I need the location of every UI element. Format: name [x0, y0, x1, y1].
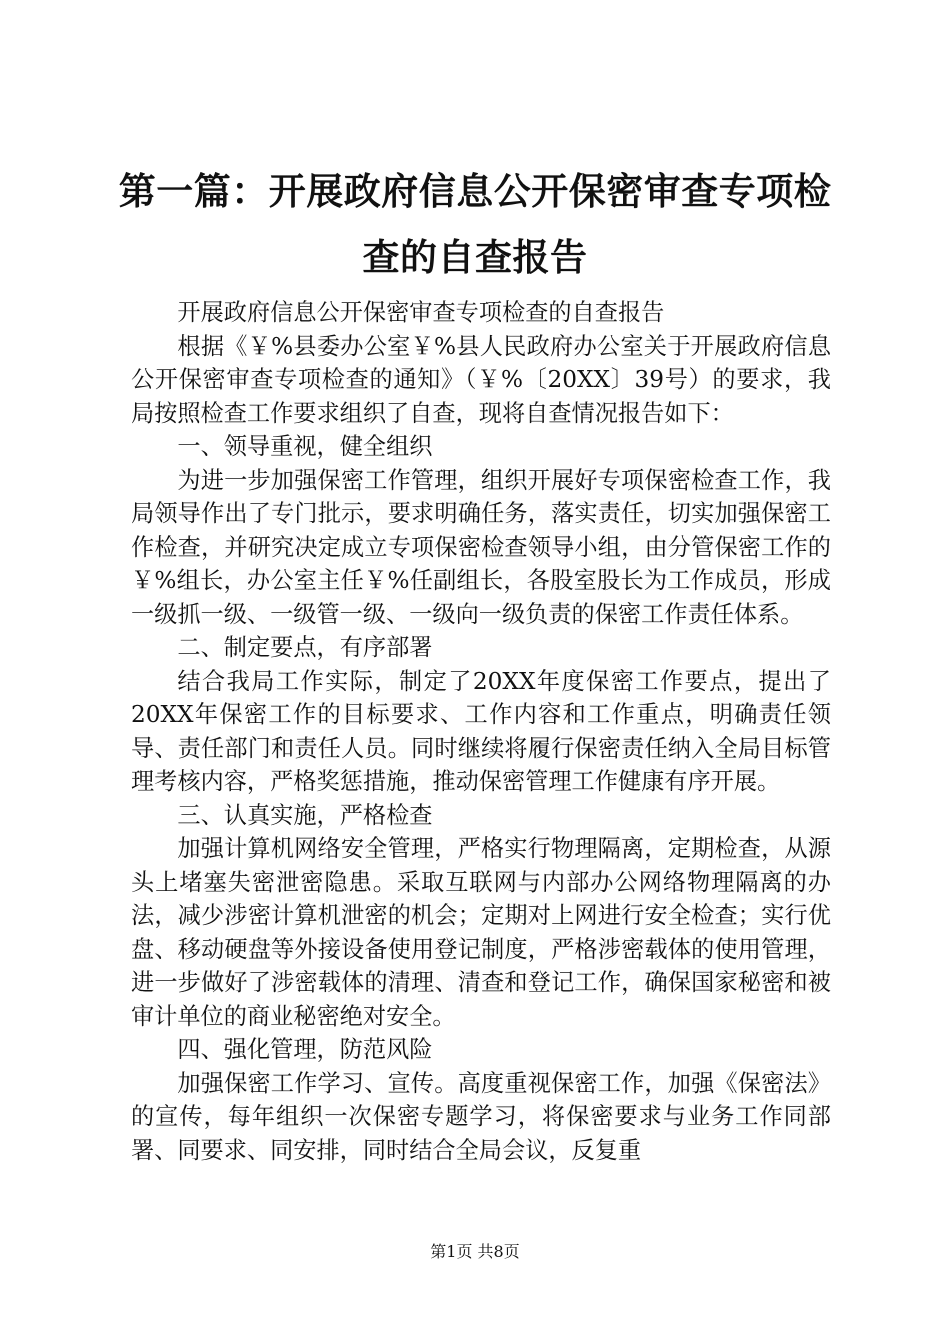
paragraph-intro: 根据《￥%县委办公室￥%县人民政府办公室关于开展政府信息公开保密审查专项检查的通知》（￥%〔20XX〕39号）的要求，我局按照检查工作要求组织了自查，现将自查情况报告如下： — [131, 332, 831, 427]
paragraph-section-4: 加强保密工作学习、宣传。高度重视保密工作，加强《保密法》的宣传，每年组织一次保密专题学习，将保密要求与业务工作同部署、同要求、同安排，同时结合全局会议，反复重 — [131, 1069, 831, 1164]
paragraph-subtitle: 开展政府信息公开保密审查专项检查的自查报告 — [177, 299, 665, 326]
document-title: 第一篇：开展政府信息公开保密审查专项检查的自查报告 — [118, 169, 832, 279]
paragraph-section-2: 结合我局工作实际，制定了20XX年度保密工作要点，提出了20XX年保密工作的目标要求、工作内容和工作重点，明确责任领导、责任部门和责任人员。同时继续将履行保密责任纳入全局目标管理考核内容，严格奖惩措施，推动保密管理工作健康有序开展。 — [131, 667, 831, 795]
paragraph-section-3: 加强计算机网络安全管理，严格实行物理隔离，定期检查，从源头上堵塞失密泄密隐患。采取互联网与内部办公网络物理隔离的办法，减少涉密计算机泄密的机会；定期对上网进行安全检查；实行优盘、移动硬盘等外接设备使用登记制度，严格涉密载体的使用管理，进一步做好了涉密载体的清理、清查和登记工作，确保国家秘密和被审计单位的商业秘密绝对安全。 — [131, 835, 831, 1030]
section-heading-3: 三、认真实施，严格检查 — [177, 801, 433, 829]
page-number: 第1页 共8页 — [430, 1242, 520, 1261]
section-heading-4: 四、强化管理，防范风险 — [177, 1036, 433, 1063]
section-heading-2: 二、制定要点，有序部署 — [177, 634, 433, 661]
section-heading-1: 一、领导重视，健全组织 — [177, 433, 433, 460]
paragraph-section-1: 为进一步加强保密工作管理，组织开展好专项保密检查工作，我局领导作出了专门批示，要求明确任务，落实责任，切实加强保密工作检查，并研究决定成立专项保密检查领导小组，由分管保密工作的￥%组长，办公室主任￥%任副组长，各股室股长为工作成员，形成一级抓一级、一级管一级、一级向一级负责的保密工作责任体系。 — [131, 466, 831, 628]
document-body — [131, 296, 831, 1167]
